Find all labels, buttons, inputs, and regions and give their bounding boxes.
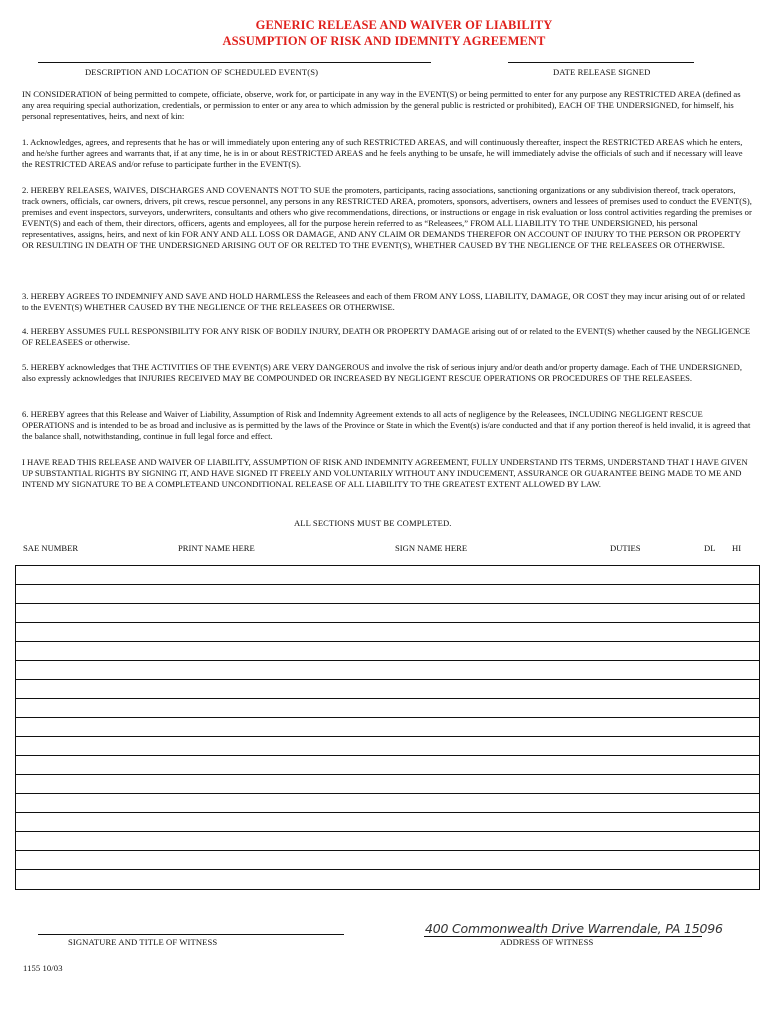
- clause-6: 6. HEREBY agrees that this Release and Waiver of Liability, Assumption of Risk and Indemnity Agreement extends to all acts of negligence by the Releasees, INCLUDING NEGLIGENT RESCUE OPERATIONS and is intended to be as broad and inclusive as is permitted by the laws of the Province or State in which the Event(s) is/are conducted and that if any portion thereof is held invalid, it is agreed that the balance shall, notwithstanding, continue in full legal force and effect.: [22, 409, 751, 441]
- acknowledgment-paragraph: I HAVE READ THIS RELEASE AND WAIVER OF LIABILITY, ASSUMPTION OF RISK AND INDEMNITY AGREEMENT, FULLY UNDERSTAND ITS TERMS, UNDERSTAND THAT I HAVE GIVEN UP SUBSTANTIAL RIGHTS BY SIGNING IT, AND HAVE SIGNED IT FREELY AND VOLUNTARILY WITHOUT ANY INDUCEMENT, ASSURANCE OR GUARANTEE BEING MADE TO ME AND INTEND MY SIGNATURE TO BE A COMPLETEAND UNCONDITIONAL RELEASE OF ALL LIABILITY TO THE GREATEST EXTENT ALLOWED BY LAW.: [22, 457, 748, 489]
- table-row[interactable]: [16, 756, 759, 775]
- col-hi: HI: [732, 543, 742, 553]
- table-row[interactable]: [16, 832, 759, 851]
- clause-3: 3. HEREBY AGREES TO INDEMNIFY AND SAVE AND HOLD HARMLESS the Releasees and each of them FROM ANY LOSS, LIABILITY, DAMAGE, OR COST they may incur arising out of or related to the EVENT(S) WHETHER CAUSED BY THE NEGLIENCE OF THE RELEASEES OR OTHERWISE.: [22, 291, 745, 312]
- witness-address-label: ADDRESS OF WITNESS: [500, 937, 594, 947]
- clause-2: 2. HEREBY RELEASES, WAIVES, DISCHARGES AND COVENANTS NOT TO SUE the promoters, participants, racing associations, sanctioning organizations or any subdivision thereof, track operators, track owners, officials, car owners, drivers, pit crews, rescue personnel, any persons in any RESTRICTED AREA, promoters, sponsors, advertisers, owners and lessees of premises used to conduct the EVENT(S), premises and event inspectors, surveyors, underwriters, consultants and others who give recommendations, directions, or instructions or engage in risk evaluation or loss control activities regarding the premises or EVENT(S) and each of them, their directors, officers, agents and employees, all for the purpose herein referred to as “Releasees,” FROM ALL LIABILITY TO THE UNDERSIGNED, his personal representatives, assigns, heirs, and next of kin FOR ANY AND ALL LOSS OR DAMAGE, AND ANY CLAIM OR DEMANDS THEREFOR ON ACCOUNT OF INJURY TO THE PERSON OR PROPERTY OR RESULTING IN DEATH OF THE UNDERSIGNED ARISING OUT OF OR RELTED TO THE EVENT(S), WHETHER CAUSED BY THE NEGLIENCE OF THE RELEASEES OR OTHERWISE.: [22, 185, 752, 250]
- table-row[interactable]: [16, 623, 759, 642]
- table-row[interactable]: [16, 566, 759, 585]
- event-description-line[interactable]: [38, 62, 431, 63]
- intro-paragraph: IN CONSIDERATION of being permitted to compete, officiate, observe, work for, or participate in any way in the EVENT(S) or being permitted to enter for any purpose any RESTRICTED AREA (defined as any area requiring special authorization, credentials, or permission to enter or any area to which admission by the general public is restricted or prohibited), EACH OF THE UNDERSIGNED, for himself, his personal representatives, heirs, and next of kin:: [22, 89, 741, 121]
- table-row[interactable]: [16, 661, 759, 680]
- date-signed-label: DATE RELEASE SIGNED: [553, 67, 651, 77]
- clause-5: 5. HEREBY acknowledges that THE ACTIVITIES OF THE EVENT(S) ARE VERY DANGEROUS and involve the risk of serious injury and/or death and/or property damage. Each of THE UNDERSIGNED, also expressly acknowledges that INJURIES RECEIVED MAY BE COMPOUNDED OR INCREASED BY NEGLIGENT RESCUE OPERATIONS OR PROCEDURES OF THE RELEASEES.: [22, 362, 743, 383]
- table-row[interactable]: [16, 604, 759, 623]
- clause-4: 4. HEREBY ASSUMES FULL RESPONSIBILITY FOR ANY RISK OF BODILY INJURY, DEATH OR PROPERTY DAMAGE arising out of or related to the EVENT(S) whether caused by the NEGLIGENCE OF RELEASEES or otherwise.: [22, 326, 751, 347]
- signature-table: [15, 565, 760, 890]
- witness-address-value[interactable]: 400 Commonwealth Drive Warrendale, PA 15096: [425, 921, 723, 936]
- witness-signature-line[interactable]: [38, 934, 344, 935]
- table-row[interactable]: [16, 718, 759, 737]
- witness-signature-label: SIGNATURE AND TITLE OF WITNESS: [68, 937, 218, 947]
- col-sign-name: SIGN NAME HERE: [395, 543, 468, 553]
- table-row[interactable]: [16, 737, 759, 756]
- date-signed-line[interactable]: [508, 62, 694, 63]
- event-description-label: DESCRIPTION AND LOCATION OF SCHEDULED EVENT(S): [85, 67, 319, 77]
- table-row[interactable]: [16, 680, 759, 699]
- col-dl: DL: [704, 543, 716, 553]
- table-row[interactable]: [16, 642, 759, 661]
- form-code: 1155 10/03: [23, 963, 63, 973]
- form-title: GENERIC RELEASE AND WAIVER OF LIABILITY: [255, 18, 553, 32]
- clause-1: 1. Acknowledges, agrees, and represents that he has or will immediately upon entering any of such RESTRICTED AREAS, and will continuously thereafter, inspect the RESTRICTED AREAS which he enters, and he/she further agrees and warrants that, if at any time, he is in or about RESTRICTED AREAS and he feels anything to be unsafe, he will immediately advise the officials of such and if necessary will leave the RESTRICTED AREAS and/or refuse to participate further in the EVENT(S).: [22, 137, 743, 169]
- all-sections-note: ALL SECTIONS MUST BE COMPLETED.: [294, 518, 452, 528]
- table-row[interactable]: [16, 851, 759, 870]
- table-row[interactable]: [16, 699, 759, 718]
- table-row[interactable]: [16, 794, 759, 813]
- form-subtitle: ASSUMPTION OF RISK AND IDEMNITY AGREEMENT: [222, 34, 546, 48]
- table-row[interactable]: [16, 775, 759, 794]
- col-duties: DUTIES: [610, 543, 641, 553]
- table-row[interactable]: [16, 585, 759, 604]
- col-sae-number: SAE NUMBER: [23, 543, 79, 553]
- table-row[interactable]: [16, 870, 759, 889]
- col-print-name: PRINT NAME HERE: [178, 543, 255, 553]
- table-row[interactable]: [16, 813, 759, 832]
